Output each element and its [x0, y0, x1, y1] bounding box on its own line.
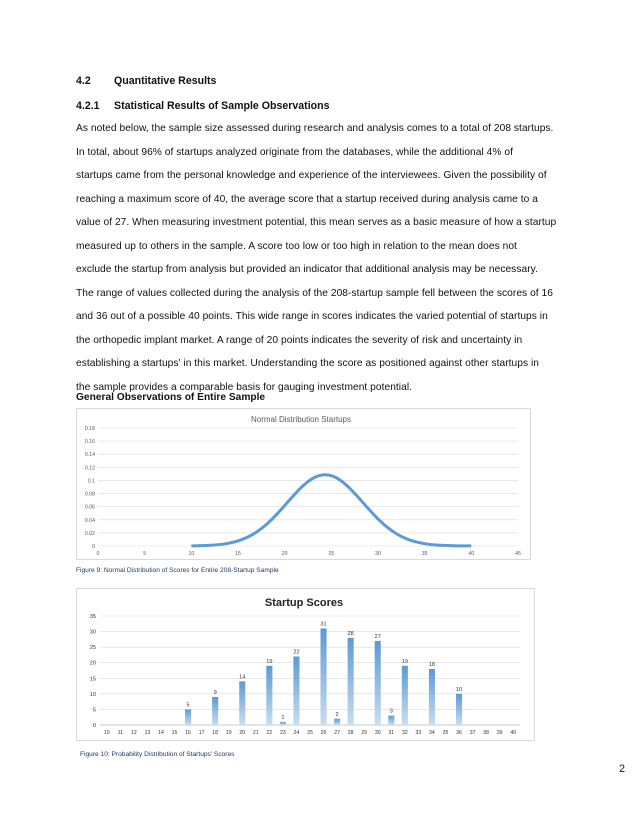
chart1-x-tick-label: 20: [281, 551, 288, 557]
chart2-data-label: 22: [293, 649, 300, 656]
paragraph-line: establishing a startups' in this market. Understanding the score as positioned against other startups in: [76, 358, 540, 369]
chart2-bar: [334, 719, 340, 725]
chart2-bar: [388, 716, 394, 725]
chart1-x-tick-label: 10: [188, 551, 195, 557]
chart2-x-tick-label: 15: [171, 730, 178, 736]
chart2-y-tick-label: 0: [92, 723, 96, 729]
chart1-y-tick-label: 0.12: [84, 465, 95, 472]
chart2-x-tick-label: 31: [388, 730, 395, 736]
section-heading: [76, 75, 216, 87]
chart2-y-tick-label: 10: [89, 691, 96, 698]
chart2-x-tick-label: 21: [252, 730, 259, 736]
chart1-y-tick-label: 0.18: [84, 426, 95, 432]
chart2-bar: [402, 666, 408, 725]
paragraph-line: In total, about 96% of startups analyzed originate from the databases, while the additional 4% of: [76, 146, 513, 158]
chart2-x-tick-label: 39: [496, 730, 503, 736]
chart1-x-tick-label: 40: [468, 551, 475, 557]
chart2-data-label: 9: [213, 689, 217, 696]
section-number: 4.2: [76, 75, 91, 87]
chart2-x-tick-label: 24: [293, 730, 300, 736]
chart2-data-label: 28: [347, 630, 354, 637]
chart2-y-tick-label: 5: [92, 707, 96, 714]
chart1-x-tick-label: 15: [235, 551, 241, 557]
chart2-x-tick-label: 30: [374, 730, 381, 736]
paragraph-line: The range of values collected during the analysis of the 208-startup sample fell between the scores of 16: [76, 287, 553, 299]
chart2-x-tick-label: 25: [307, 730, 313, 736]
chart2-x-tick-label: 19: [225, 730, 232, 736]
chart2-x-tick-label: 22: [266, 730, 273, 736]
chart2-y-tick-label: 35: [89, 614, 96, 620]
chart1-y-tick-label: 0.04: [84, 517, 95, 524]
paragraph-line: value of 27. When measuring investment potential, this mean serves as a basic measure of how a startup: [76, 217, 557, 228]
chart2-x-tick-label: 40: [510, 730, 517, 736]
chart2-x-tick-label: 33: [415, 730, 422, 736]
chart1-x-tick-label: 0: [96, 551, 100, 557]
chart1-title: Normal Distribution Startups: [250, 415, 352, 424]
chart2-x-tick-label: 18: [212, 730, 219, 736]
chart1-y-tick-label: 0.14: [84, 452, 95, 459]
chart1-y-tick-label: 0.08: [84, 491, 95, 498]
subsection-title: Statistical Results of Sample Observations: [114, 100, 330, 112]
chart2-x-tick-label: 23: [280, 730, 286, 736]
chart2-data-label: 18: [428, 661, 436, 668]
section-title: Quantitative Results: [114, 75, 217, 87]
chart2-x-tick-label: 32: [401, 730, 408, 736]
startup-scores-chart: [76, 588, 535, 741]
chart2-bar: [185, 709, 191, 725]
paragraph-line: reaching a maximum score of 40, the average score that a startup received during analysis came to a: [76, 193, 538, 205]
chart2-data-label: 19: [266, 658, 273, 665]
chart1-y-tick-label: 0.16: [84, 439, 95, 446]
chart2-bar: [239, 681, 245, 725]
chart2-data-label: 1: [281, 714, 285, 721]
page-number: 2: [619, 763, 625, 775]
chart2-bar: [456, 694, 462, 725]
chart2-x-tick-label: 14: [158, 730, 164, 736]
chart2-data-label: 10: [455, 686, 463, 693]
paragraph-line: measured up to others in the sample. A score too low or too high in relation to the mean does not: [76, 240, 517, 252]
paragraph-line: the sample provides a comparable basis for gauging investment potential.: [76, 381, 413, 393]
chart1-y-tick-label: 0.1: [87, 478, 95, 485]
chart1-y-tick-label: 0.06: [84, 504, 95, 511]
chart2-bar: [348, 638, 354, 725]
chart2-title: Startup Scores: [264, 597, 344, 609]
chart2-x-tick-label: 17: [198, 730, 205, 736]
chart2-x-tick-label: 12: [130, 730, 137, 736]
chart2-data-label: 5: [186, 702, 190, 709]
chart2-x-tick-label: 36: [456, 730, 462, 736]
chart2-bar: [266, 666, 272, 725]
chart2-y-tick-label: 25: [89, 645, 96, 652]
chart2-x-tick-label: 13: [144, 730, 151, 736]
chart2-data-label: 19: [401, 658, 408, 665]
figure10-caption: Figure 10: Probability Distribution of Startups' Scores: [80, 751, 235, 758]
paragraph-line: the orthopedic implant market. A range of 20 points indicates the severity of risk and uncertainty in: [76, 334, 523, 346]
observations-title: General Observations of Entire Sample: [76, 392, 266, 403]
chart1-x-tick-label: 45: [515, 551, 521, 557]
chart2-x-tick-label: 26: [320, 730, 327, 736]
chart2-bar: [321, 628, 327, 725]
chart2-x-tick-label: 35: [442, 730, 449, 736]
chart1-x-tick-label: 30: [375, 551, 381, 557]
chart2-x-tick-label: 37: [469, 730, 476, 736]
paragraph-line: startups came from the personal knowledge and experience of the interviewees. Given the possibility of: [76, 170, 547, 181]
paragraph-line: and 36 out of a possible 40 points. This wide range in scores indicates the varied potential of startups in: [76, 311, 548, 322]
chart2-bar: [293, 656, 299, 725]
chart2-x-tick-label: 10: [103, 730, 110, 736]
chart2-x-tick-label: 28: [347, 730, 354, 736]
paragraph-line: exclude the startup from analysis but provided an indicator that additional analysis may be necessary.: [76, 264, 538, 275]
chart2-data-label: 31: [320, 621, 327, 628]
chart2-x-tick-label: 20: [239, 730, 246, 736]
chart2-x-tick-label: 38: [483, 730, 490, 736]
chart2-x-tick-label: 16: [185, 730, 191, 736]
chart1-x-tick-label: 25: [328, 551, 335, 557]
chart1-x-tick-label: 35: [421, 551, 428, 557]
normal-distribution-chart: [76, 408, 531, 560]
figure9-caption: Figure 9: Normal Distribution of Scores for Entire 208-Startup Sample: [76, 567, 279, 574]
chart2-data-label: 14: [239, 674, 246, 681]
chart2-y-tick-label: 15: [89, 676, 96, 683]
chart2-data-label: 27: [374, 633, 381, 640]
chart2-data-label: 2: [335, 711, 339, 718]
chart2-x-tick-label: 29: [361, 730, 368, 736]
paragraph-line: As noted below, the sample size assessed during research and analysis comes to a total of 208 startups.: [76, 123, 554, 134]
chart1-y-tick-label: 0.02: [84, 530, 95, 537]
chart2-data-label: 3: [389, 708, 393, 715]
chart2-bar: [212, 697, 218, 725]
chart2-x-tick-label: 27: [334, 730, 340, 736]
chart2-y-tick-label: 30: [89, 629, 96, 636]
chart1-x-tick-label: 5: [143, 551, 147, 557]
chart1-y-tick-label: 0: [92, 544, 95, 550]
chart2-frame: [77, 589, 535, 741]
chart2-bar: [280, 722, 286, 725]
subsection-heading: [76, 100, 329, 112]
chart2-y-tick-label: 20: [89, 660, 96, 667]
subsection-number: 4.2.1: [76, 100, 100, 112]
chart2-bar: [429, 669, 435, 725]
chart2-bar: [375, 641, 381, 725]
chart2-x-tick-label: 34: [429, 730, 435, 736]
chart2-x-tick-label: 11: [117, 730, 124, 736]
